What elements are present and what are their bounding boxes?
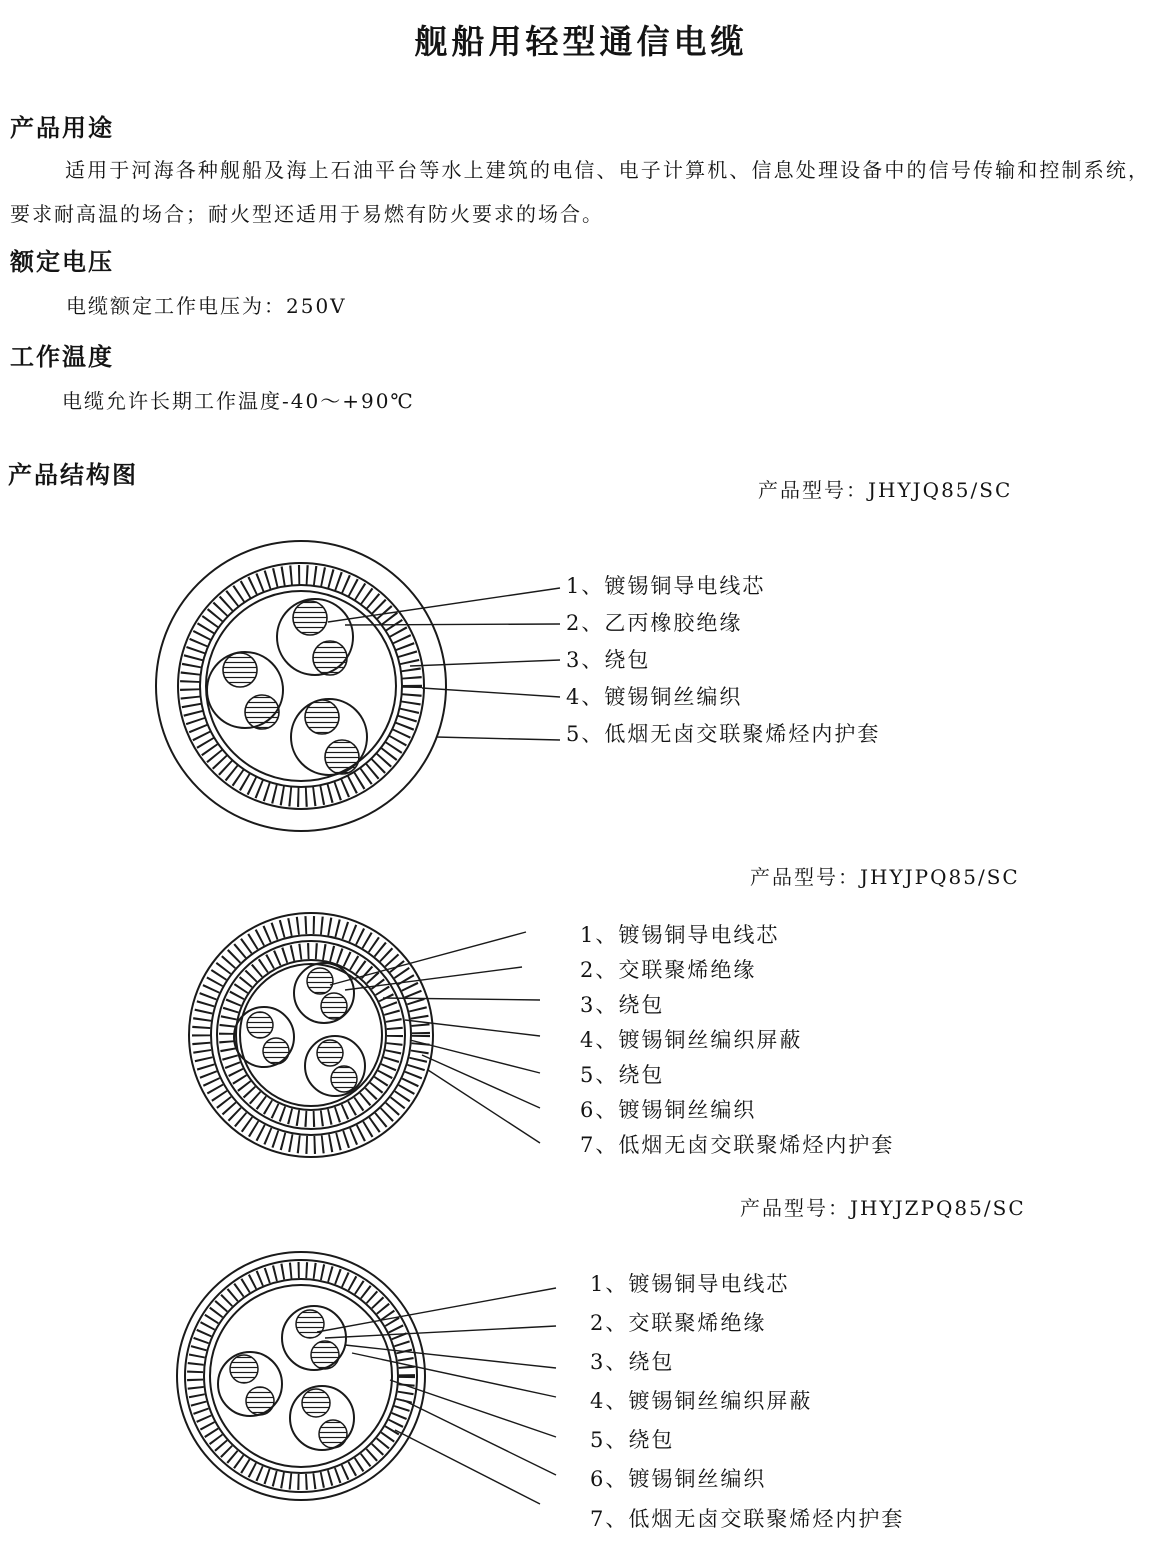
model-label-2: 产品型号：JHYJPQ85/SC bbox=[750, 865, 1020, 889]
core-1a bbox=[277, 599, 353, 675]
temperature-heading: 工作温度 bbox=[10, 343, 114, 371]
legend-2-item-4: 4、镀锡铜丝编织屏蔽 bbox=[580, 1028, 803, 1052]
core-1b bbox=[207, 652, 283, 729]
legend-3-item-3: 3、绕包 bbox=[590, 1350, 675, 1374]
core-2c bbox=[305, 1036, 365, 1096]
model-label-3: 产品型号：JHYJZPQ85/SC bbox=[740, 1196, 1026, 1220]
legend-1-item-1: 1、镀锡铜导电线芯 bbox=[566, 574, 766, 598]
cable-diagram-2 bbox=[189, 913, 540, 1157]
legend-3-item-6: 6、镀锡铜丝编织 bbox=[590, 1467, 767, 1491]
legend-1-item-5: 5、低烟无卤交联聚烯烃内护套 bbox=[566, 722, 881, 746]
legend-1-item-3: 3、绕包 bbox=[566, 648, 651, 672]
core-3c bbox=[290, 1386, 354, 1450]
legend-2-item-6: 6、镀锡铜丝编织 bbox=[580, 1098, 757, 1122]
legend-2-item-3: 3、绕包 bbox=[580, 993, 665, 1017]
legend-3-item-4: 4、镀锡铜丝编织屏蔽 bbox=[590, 1389, 813, 1413]
legend-2-item-2: 2、交联聚烯绝缘 bbox=[580, 958, 757, 982]
legend-3-item-7: 7、低烟无卤交联聚烯烃内护套 bbox=[590, 1507, 905, 1531]
structure-heading: 产品结构图 bbox=[8, 461, 138, 489]
legend-3-item-1: 1、镀锡铜导电线芯 bbox=[590, 1272, 790, 1296]
page-title: 舰船用轻型通信电缆 bbox=[414, 22, 748, 61]
legend-3-item-2: 2、交联聚烯绝缘 bbox=[590, 1311, 767, 1335]
legend-3-item-5: 5、绕包 bbox=[590, 1428, 675, 1452]
cable-diagram-3 bbox=[177, 1252, 556, 1504]
usage-text: 适用于河海各种舰船及海上石油平台等水上建筑的电信、电子计算机、信息处理设备中的信号传输和控制系统，要求耐高温的场合；耐火型还适用于易燃有防火要求的场合。 bbox=[10, 158, 1150, 226]
legend-1-item-2: 2、乙丙橡胶绝缘 bbox=[566, 611, 743, 635]
legend-2-item-7: 7、低烟无卤交联聚烯烃内护套 bbox=[580, 1133, 895, 1157]
cable-diagram-1 bbox=[156, 541, 560, 831]
core-2a bbox=[294, 963, 354, 1023]
core-2b bbox=[234, 1007, 294, 1067]
voltage-text: 电缆额定工作电压为：250V bbox=[66, 294, 347, 318]
legend-1-item-4: 4、镀锡铜丝编织 bbox=[566, 685, 743, 709]
core-1c bbox=[291, 699, 367, 775]
usage-heading: 产品用途 bbox=[10, 114, 114, 142]
legend-2-item-5: 5、绕包 bbox=[580, 1063, 665, 1087]
legend-2-item-1: 1、镀锡铜导电线芯 bbox=[580, 923, 780, 947]
model-label-1: 产品型号：JHYJQ85/SC bbox=[758, 478, 1013, 502]
temperature-text: 电缆允许长期工作温度-40～+90℃ bbox=[62, 389, 415, 413]
core-3b bbox=[218, 1352, 282, 1416]
voltage-heading: 额定电压 bbox=[10, 248, 114, 276]
